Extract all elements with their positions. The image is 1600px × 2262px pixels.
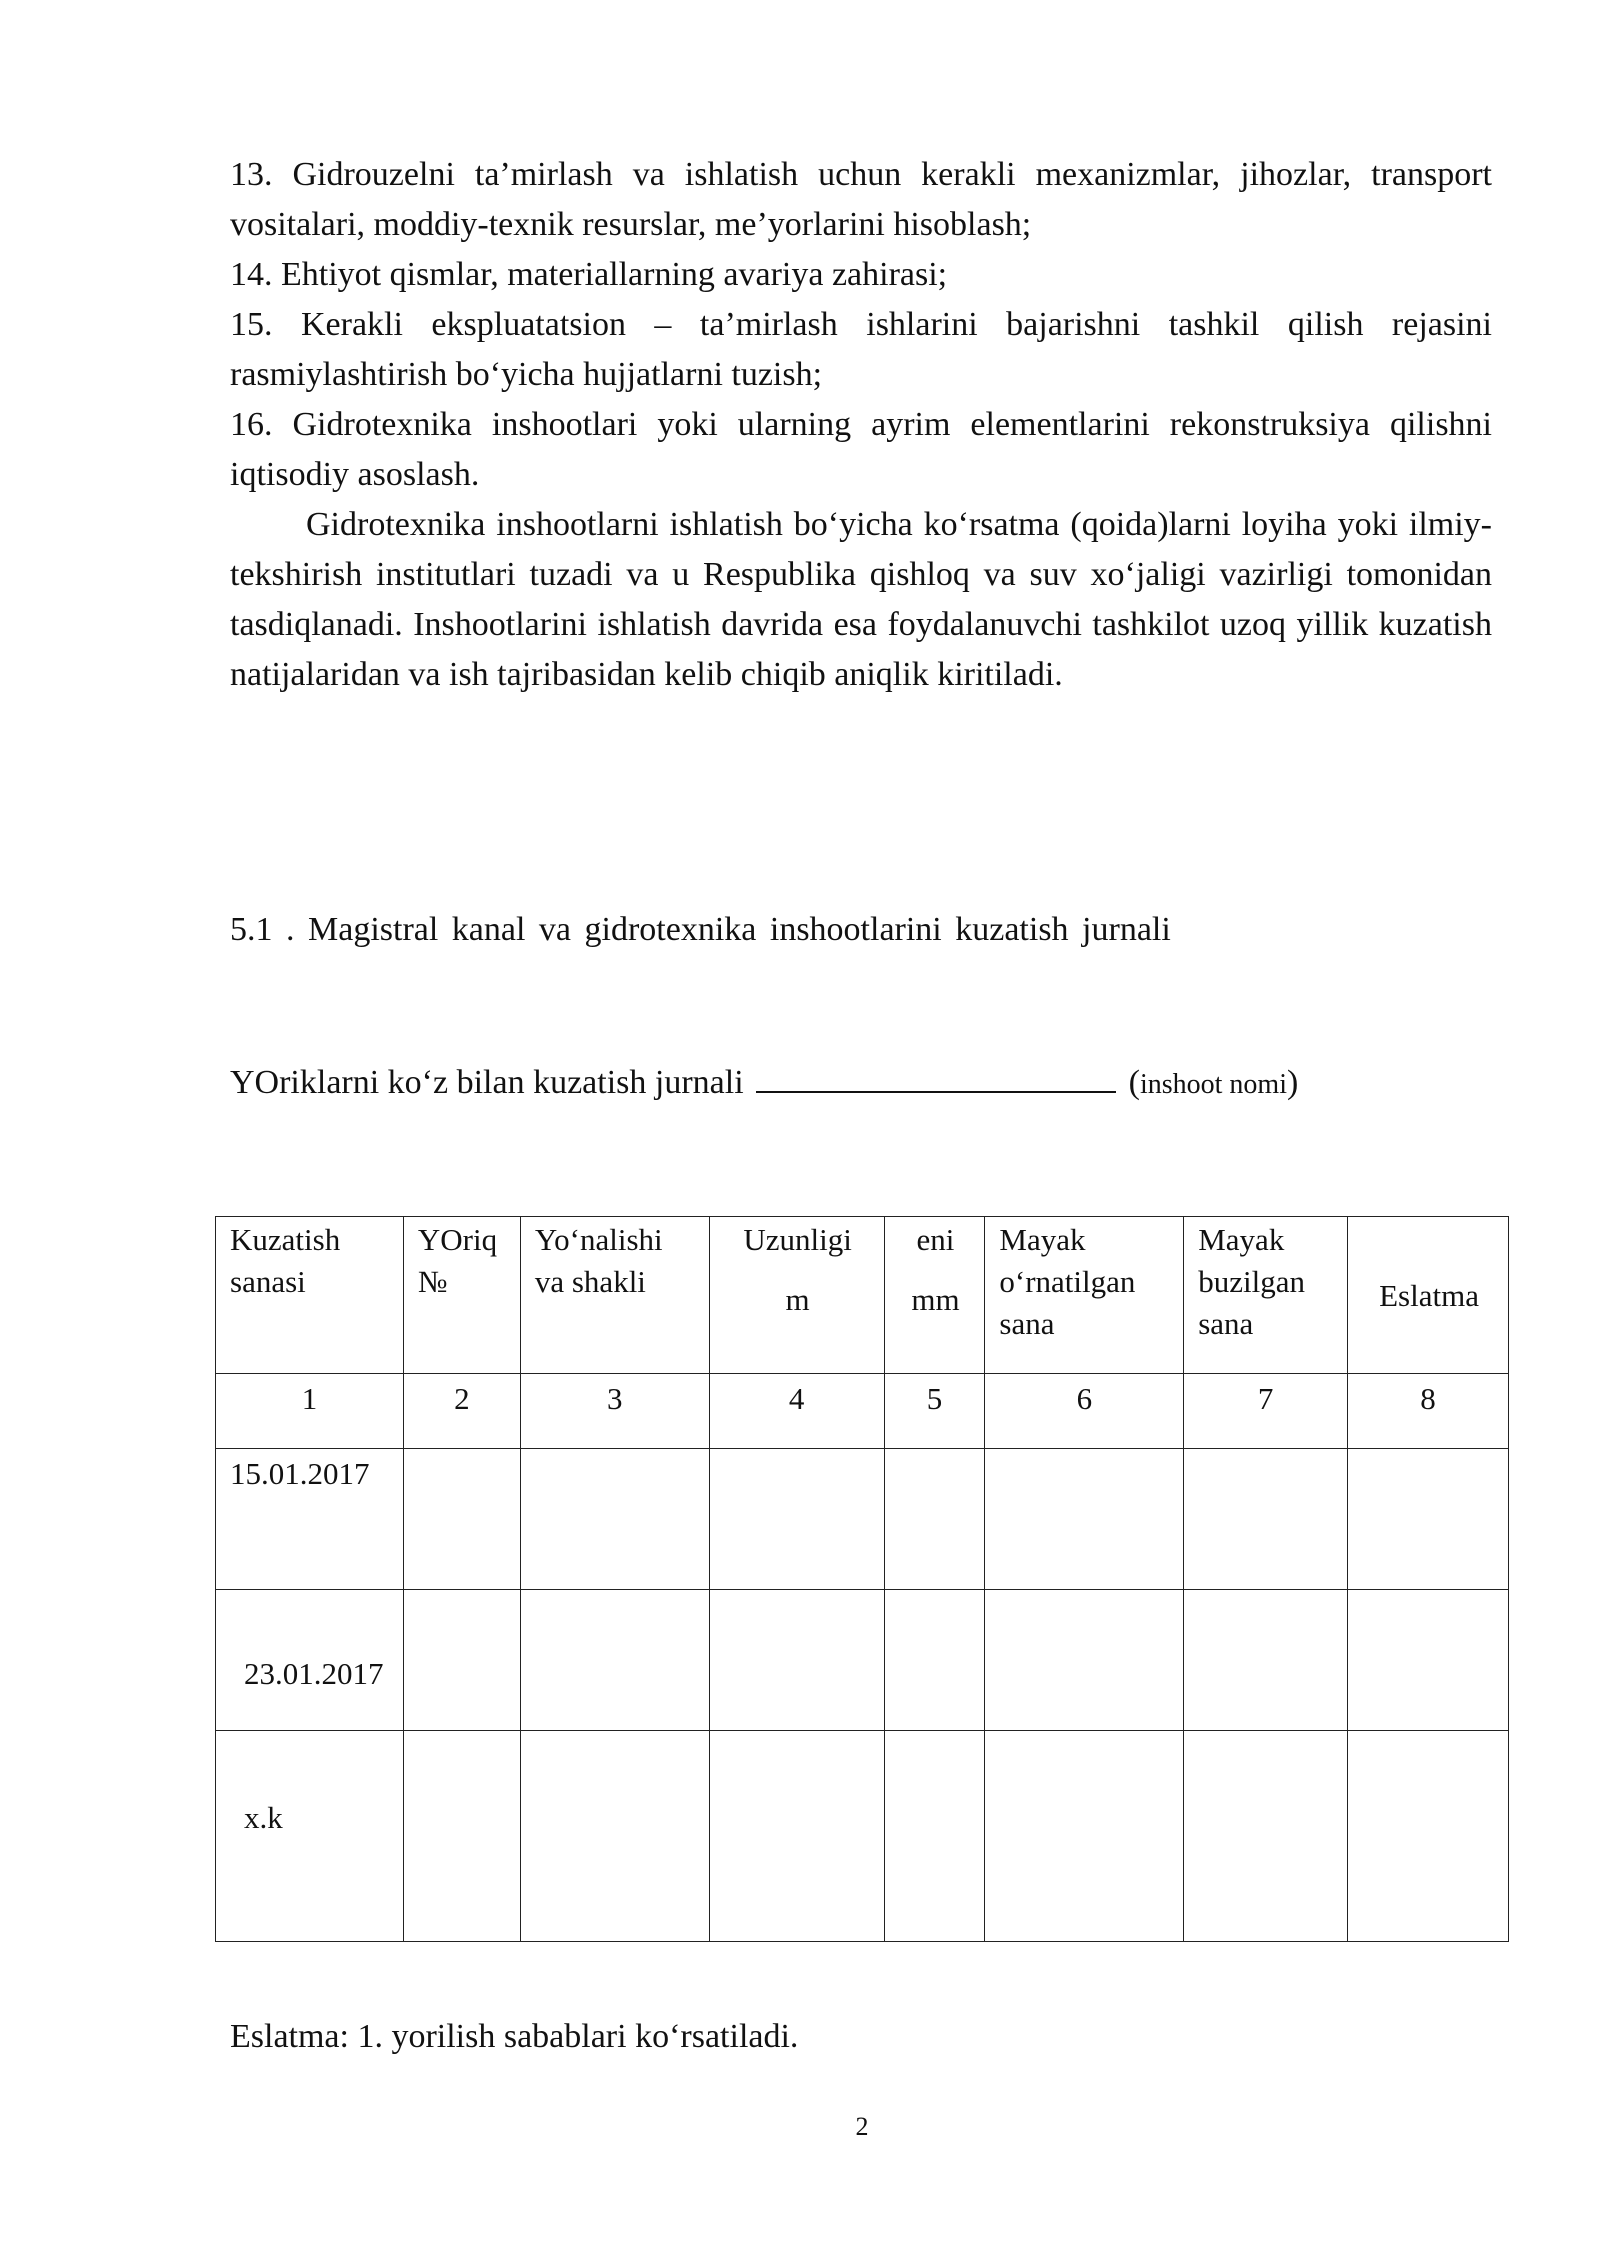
header-crack-number: YOriq № (403, 1217, 520, 1374)
body-text (230, 150, 1492, 700)
empty-cell (1348, 1731, 1509, 1942)
empty-cell (520, 1731, 709, 1942)
paragraph-item-16: 16. Gidrotexnika inshootlari yoki ularning ayrim elementlarini rekonstruksiya qilishni iqtisodiy asoslash. (230, 406, 1492, 493)
header-beacon-installed-date: Mayak o‘rnatilgan sana (985, 1217, 1184, 1374)
empty-cell (985, 1731, 1184, 1942)
date-cell: 23.01.2017 (216, 1590, 404, 1731)
header-beacon-broken-date: Mayak buzilgan sana (1184, 1217, 1348, 1374)
empty-cell (403, 1590, 520, 1731)
empty-cell (985, 1449, 1184, 1590)
journal-title-label: YOriklarni ko‘z bilan kuzatish jurnali (230, 1064, 744, 1101)
column-number-row (216, 1374, 1509, 1449)
empty-cell (1184, 1731, 1348, 1942)
empty-cell (520, 1449, 709, 1590)
date-cell: 15.01.2017 (216, 1449, 404, 1590)
empty-cell (709, 1731, 884, 1942)
observation-journal-table (215, 1216, 1509, 1942)
table-header-row (216, 1217, 1509, 1374)
journal-title-line (230, 1058, 1298, 1110)
column-number: 4 (709, 1374, 884, 1449)
footnote: Eslatma: 1. yorilish sabablari ko‘rsatiladi. (230, 2018, 799, 2055)
column-number: 7 (1184, 1374, 1348, 1449)
close-paren: ) (1286, 1064, 1299, 1101)
page-number: 2 (855, 2112, 869, 2141)
etc-cell: x.k (216, 1731, 404, 1942)
empty-cell (1348, 1590, 1509, 1731)
section-title: 5.1 . Magistral kanal va gidrotexnika inshootlarini kuzatish jurnali (230, 911, 1171, 948)
empty-cell (709, 1590, 884, 1731)
structure-name-blank (756, 1059, 1116, 1093)
structure-name-hint: inshoot nomi (1139, 1069, 1287, 1100)
header-width: eni mm (884, 1217, 985, 1374)
header-note: Eslatma (1348, 1217, 1509, 1374)
empty-cell (403, 1449, 520, 1590)
empty-cell (403, 1731, 520, 1942)
column-number: 1 (216, 1374, 404, 1449)
empty-cell (985, 1590, 1184, 1731)
open-paren: ( (1128, 1064, 1140, 1101)
paragraph-instructions: Gidrotexnika inshootlarni ishlatish bo‘yicha ko‘rsatma (qoida)larni loyiha yoki ilmiy-tekshirish institutlari tuzadi va u Respublika qishloq va suv xo‘jaligi vazirligi tomonidan tasdiqlanadi. Inshootlarini ishlatish davrida esa foydalanuvchi tashkilot uzoq yillik kuzatish natijalaridan va ish tajribasidan kelib chiqib aniqlik kiritiladi. (230, 506, 1492, 693)
header-observation-date: Kuzatish sanasi (216, 1217, 404, 1374)
column-number: 6 (985, 1374, 1184, 1449)
header-length: Uzunligi m (709, 1217, 884, 1374)
empty-cell (1184, 1449, 1348, 1590)
paragraph-item-15: 15. Kerakli ekspluatatsion – ta’mirlash ishlarini bajarishni tashkil qilish rejasini rasmiylashtirish bo‘yicha hujjatlarni tuzish; (230, 306, 1492, 393)
paragraph-item-14: 14. Ehtiyot qismlar, materiallarning avariya zahirasi; (230, 256, 948, 293)
table-row (216, 1449, 1509, 1590)
empty-cell (1348, 1449, 1509, 1590)
column-number: 8 (1348, 1374, 1509, 1449)
empty-cell (884, 1731, 985, 1942)
column-number: 3 (520, 1374, 709, 1449)
column-number: 5 (884, 1374, 985, 1449)
column-number: 2 (403, 1374, 520, 1449)
empty-cell (884, 1590, 985, 1731)
empty-cell (1184, 1590, 1348, 1731)
empty-cell (520, 1590, 709, 1731)
empty-cell (709, 1449, 884, 1590)
empty-cell (884, 1449, 985, 1590)
paragraph-item-13: 13. Gidrouzelni ta’mirlash va ishlatish uchun kerakli mexanizmlar, jihozlar, transport vositalari, moddiy-texnik resurslar, me’yorlarini hisoblash; (230, 156, 1492, 243)
table-row (216, 1731, 1509, 1942)
header-direction-shape: Yo‘nalishi va shakli (520, 1217, 709, 1374)
table-row (216, 1590, 1509, 1731)
